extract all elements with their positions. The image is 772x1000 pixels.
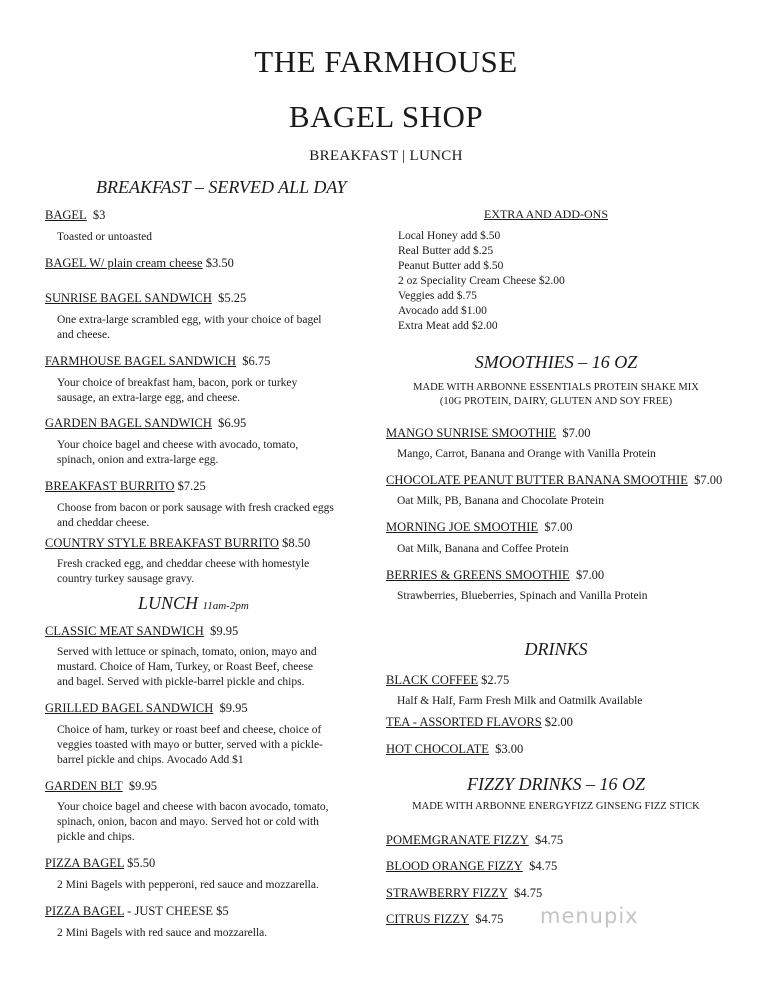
item-description: Mango, Carrot, Banana and Orange with Vanilla Protein xyxy=(397,448,656,460)
addons-heading xyxy=(386,207,706,222)
menu-item xyxy=(45,904,229,919)
addon-item: Extra Meat add $2.00 xyxy=(398,320,498,332)
item-name: BAGEL W/ plain cream cheese xyxy=(45,256,203,270)
item-name: MANGO SUNRISE SMOOTHIE xyxy=(386,426,557,440)
menu-item xyxy=(386,715,573,730)
shop-name-line2: BAGEL SHOP xyxy=(288,99,484,134)
item-name: BREAKFAST BURRITO xyxy=(45,479,175,493)
menu-item xyxy=(386,859,557,874)
addon-item: Avocado add $1.00 xyxy=(398,305,487,317)
item-name: CITRUS FIZZY xyxy=(386,912,469,926)
addon-item: Local Honey add $.50 xyxy=(398,230,501,242)
item-name: PIZZA BAGEL xyxy=(45,856,125,870)
item-description xyxy=(57,376,297,406)
menu-item xyxy=(45,354,270,369)
lunch-title: LUNCH xyxy=(138,593,199,613)
item-description: Strawberries, Blueberries, Spinach and Vanilla Protein xyxy=(397,590,648,602)
item-description xyxy=(57,645,317,690)
fizzy-heading: FIZZY DRINKS – 16 OZ xyxy=(466,774,646,794)
menu-item xyxy=(45,479,206,494)
item-description xyxy=(57,800,329,845)
desc-line: One extra-large scrambled egg, with your choice of bagel xyxy=(57,314,322,326)
item-price: $3.00 xyxy=(495,742,524,756)
menu-item xyxy=(386,742,523,757)
item-name: CHOCOLATE PEANUT BUTTER BANANA SMOOTHIE xyxy=(386,473,688,487)
item-variant-price: - JUST CHEESE $5 xyxy=(124,904,229,918)
item-price: $5.50 xyxy=(127,856,156,870)
item-name: GRILLED BAGEL SANDWICH xyxy=(45,701,214,715)
note-line: (10G PROTEIN, DAIRY, GLUTEN AND SOY FREE) xyxy=(439,396,673,407)
desc-line: Your choice bagel and cheese with avocado, tomato, xyxy=(57,439,299,451)
desc-line: spinach, onion and extra-large egg. xyxy=(57,454,219,466)
item-name: FARMHOUSE BAGEL SANDWICH xyxy=(45,354,236,368)
fizzy-note: MADE WITH ARBONNE ENERGYFIZZ GINSENG FIZZ STICK xyxy=(412,801,700,812)
drinks-heading: DRINKS xyxy=(524,639,588,659)
desc-line: veggies toasted with mayo or butter, served with a pickle- xyxy=(57,739,323,751)
desc-line: barrel pickle and chips. Avocado Add $1 xyxy=(57,754,244,766)
item-description: 2 Mini Bagels with red sauce and mozzarella. xyxy=(57,927,268,939)
menu-item xyxy=(386,833,563,848)
item-price: $6.75 xyxy=(242,354,271,368)
smoothies-heading: SMOOTHIES – 16 OZ xyxy=(474,352,638,372)
menu-item xyxy=(386,673,509,688)
addon-item: Peanut Butter add $.50 xyxy=(398,260,504,272)
breakfast-heading: BREAKFAST – SERVED ALL DAY xyxy=(96,177,347,197)
item-name: BERRIES & GREENS SMOOTHIE xyxy=(386,568,570,582)
menu-item xyxy=(45,856,155,871)
item-name: TEA - ASSORTED FLAVORS xyxy=(386,715,542,729)
item-price: $4.75 xyxy=(475,912,504,926)
item-description: 2 Mini Bagels with pepperoni, red sauce and mozzarella. xyxy=(57,879,319,891)
item-name: BLACK COFFEE xyxy=(386,673,479,687)
desc-line: and bagel. Served with pickle-barrel pickle and chips. xyxy=(57,676,305,688)
item-name: BLOOD ORANGE FIZZY xyxy=(386,859,523,873)
desc-line: Fresh cracked egg, and cheddar cheese with homestyle xyxy=(57,558,310,570)
menu-item xyxy=(45,779,157,794)
item-name: POMEMGRANATE FIZZY xyxy=(386,833,529,847)
item-price: $4.75 xyxy=(534,833,564,847)
item-description xyxy=(57,501,334,531)
item-price: $7.00 xyxy=(575,568,605,582)
smoothies-note xyxy=(386,381,726,409)
watermark-logo: menupix xyxy=(540,904,639,928)
item-name: GARDEN BLT xyxy=(45,779,123,793)
lunch-hours: 11am-2pm xyxy=(202,600,249,612)
item-price: $9.95 xyxy=(210,624,239,638)
item-price: $3.50 xyxy=(205,256,234,270)
item-name: BAGEL xyxy=(45,208,87,222)
addons-title: EXTRA AND ADD-ONS xyxy=(483,207,608,221)
menu-subtitle: BREAKFAST | LUNCH xyxy=(309,148,463,164)
addon-item: Veggies add $.75 xyxy=(398,290,477,302)
desc-line: spinach, onion, bacon and mayo. Served hot or cold with xyxy=(57,816,319,828)
menu-item xyxy=(386,426,591,441)
menu-item xyxy=(45,416,246,431)
desc-line: Served with lettuce or spinach, tomato, onion, mayo and xyxy=(57,646,317,658)
addons-list xyxy=(398,229,565,334)
menu-item xyxy=(386,568,604,583)
desc-line: mustard. Choice of Ham, Turkey, or Roast Beef, cheese xyxy=(57,661,314,673)
desc-line: sausage, an extra-large egg, and cheese. xyxy=(57,392,241,404)
menu-item xyxy=(386,886,542,901)
item-price: $7.00 xyxy=(562,426,591,440)
item-price: $9.95 xyxy=(219,701,248,715)
menu-item xyxy=(45,208,105,223)
item-description: Oat Milk, Banana and Coffee Protein xyxy=(397,543,569,555)
desc-line: and cheese. xyxy=(57,329,110,341)
lunch-heading xyxy=(138,593,249,614)
item-price: $7.00 xyxy=(694,473,723,487)
note-line: MADE WITH ARBONNE ESSENTIALS PROTEIN SHAKE MIX xyxy=(413,382,699,393)
desc-line: Your choice of breakfast ham, bacon, pork or turkey xyxy=(57,377,298,389)
item-name: MORNING JOE SMOOTHIE xyxy=(386,520,539,534)
item-name: COUNTRY STYLE BREAKFAST BURRITO xyxy=(45,536,279,550)
menu-item xyxy=(45,701,248,716)
menu-item xyxy=(45,624,238,639)
item-price: $4.75 xyxy=(529,859,558,873)
item-description: Toasted or untoasted xyxy=(57,231,153,243)
item-description: Half & Half, Farm Fresh Milk and Oatmilk Available xyxy=(397,695,643,707)
desc-line: Choose from bacon or pork sausage with fresh cracked eggs xyxy=(57,502,334,514)
item-price: $8.50 xyxy=(282,536,311,550)
menu-item xyxy=(45,256,234,271)
desc-line: pickle and chips. xyxy=(57,831,135,843)
item-price: $7.00 xyxy=(544,520,573,534)
item-description xyxy=(57,438,298,468)
item-name: HOT CHOCOLATE xyxy=(386,742,489,756)
item-price: $3 xyxy=(92,208,106,222)
item-description xyxy=(57,557,309,587)
item-name: GARDEN BAGEL SANDWICH xyxy=(45,416,212,430)
item-price: $2.00 xyxy=(544,715,573,729)
desc-line: and cheddar cheese. xyxy=(57,517,150,529)
desc-line: Your choice bagel and cheese with bacon avocado, tomato, xyxy=(57,801,329,813)
item-price: $5.25 xyxy=(218,291,247,305)
item-price: $2.75 xyxy=(481,673,510,687)
desc-line: country turkey sausage gravy. xyxy=(57,573,195,585)
desc-line: Choice of ham, turkey or roast beef and cheese, choice of xyxy=(57,724,322,736)
item-price: $6.95 xyxy=(218,416,247,430)
menu-item xyxy=(386,520,572,535)
menu-item xyxy=(45,291,246,306)
item-name: STRAWBERRY FIZZY xyxy=(386,886,508,900)
item-description: Oat Milk, PB, Banana and Chocolate Protein xyxy=(397,495,604,507)
item-price: $7.25 xyxy=(177,479,206,493)
menu-item xyxy=(386,912,503,927)
addon-item: Real Butter add $.25 xyxy=(398,245,494,257)
menu-item xyxy=(386,473,722,488)
item-name: CLASSIC MEAT SANDWICH xyxy=(45,624,204,638)
item-name: SUNRISE BAGEL SANDWICH xyxy=(45,291,212,305)
addon-item: 2 oz Speciality Cream Cheese $2.00 xyxy=(398,275,565,287)
item-description xyxy=(57,723,323,768)
item-description xyxy=(57,313,322,343)
menu-item xyxy=(45,536,310,551)
shop-name-line1: THE FARMHOUSE xyxy=(254,44,518,79)
item-name: PIZZA BAGEL xyxy=(45,904,125,918)
item-price: $4.75 xyxy=(514,886,543,900)
item-price: $9.95 xyxy=(128,779,158,793)
